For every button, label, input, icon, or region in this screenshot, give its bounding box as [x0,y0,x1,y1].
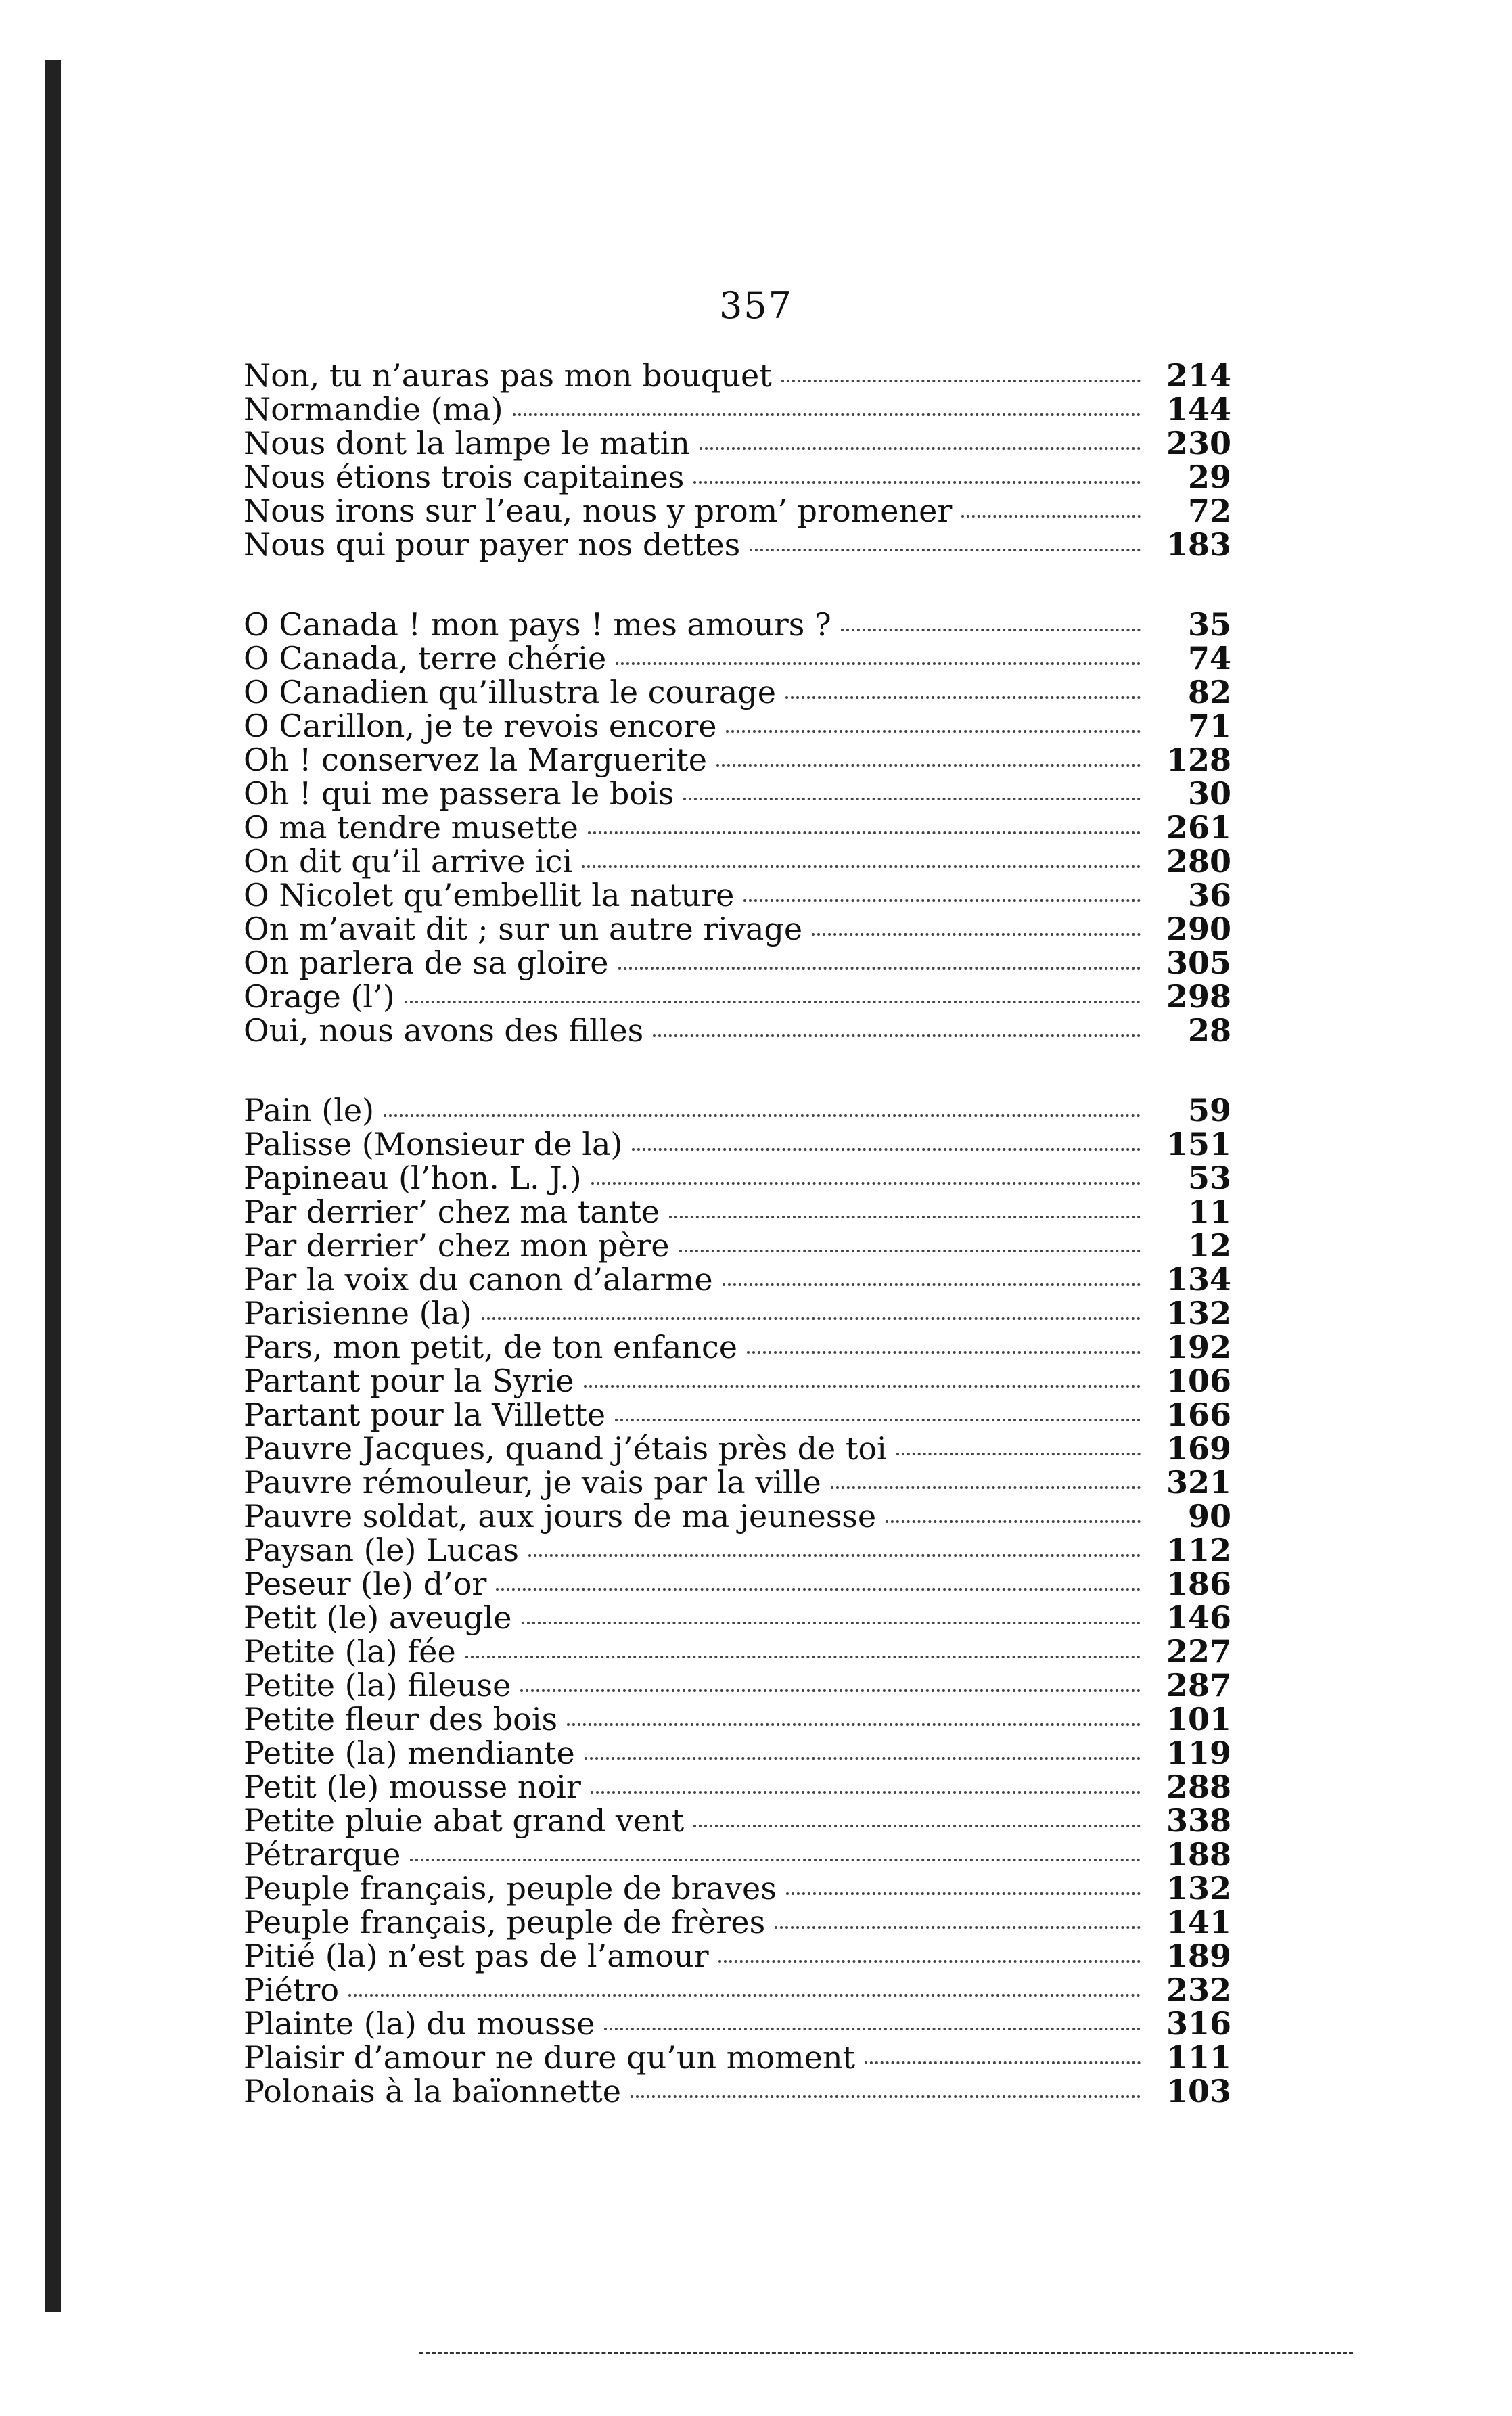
dot-leader [482,1317,1141,1320]
index-group [244,359,1231,562]
entry-title: Partant pour la Villette [244,1396,606,1433]
entry-page-number: 338 [1166,1802,1231,1839]
entry-title: Pars, mon petit, de ton enfance [244,1329,737,1365]
entry-page-number: 146 [1166,1599,1231,1636]
entry-page-number: 101 [1166,1701,1231,1737]
index-entry [244,1973,1231,2007]
entry-page-number: 232 [1166,1971,1231,2008]
dot-leader [585,1757,1141,1760]
index-entry [244,777,1231,811]
index-entry [244,1533,1231,1567]
dot-leader [616,662,1141,665]
dot-leader [781,380,1141,382]
index-entry [244,1567,1231,1601]
entry-title: O ma tendre musette [244,809,578,846]
index-entry [244,528,1231,562]
index-entry [244,709,1231,743]
entry-title: Plainte (la) du mousse [244,2005,595,2042]
entry-page-number: 186 [1166,1566,1231,1602]
dot-leader [567,1723,1141,1726]
index-entry [244,844,1231,878]
entry-page-number: 166 [1166,1396,1231,1433]
entry-title: Normandie (ma) [244,391,503,428]
dot-leader [693,1825,1141,1827]
dot-leader [775,1926,1141,1929]
dot-leader [747,1351,1141,1354]
entry-page-number: 82 [1187,674,1231,710]
dot-leader [841,629,1141,631]
entry-title: Petite (la) mendiante [244,1735,575,1771]
entry-title: Petite fleur des bois [244,1701,558,1737]
dot-leader [743,899,1141,902]
entry-title: Pain (le) [244,1092,375,1129]
entry-title: Petit (le) mousse noir [244,1769,581,1805]
index-entry [244,1229,1231,1262]
entry-page-number: 11 [1187,1193,1231,1230]
dot-leader [716,764,1141,767]
dot-leader [588,831,1141,834]
entry-title: Peseur (le) d’or [244,1566,487,1602]
bottom-rule [419,2352,1353,2354]
entry-page-number: 290 [1166,911,1231,947]
entry-title: Pauvre Jacques, quand j’étais près de toi [244,1430,887,1467]
entry-title: Par derrier’ chez mon père [244,1227,670,1264]
entry-title: O Carillon, je te revois encore [244,708,717,744]
index-entry [244,878,1231,912]
entry-page-number: 112 [1166,1532,1231,1568]
entry-title: Paysan (le) Lucas [244,1532,519,1568]
entry-title: Peuple français, peuple de frères [244,1904,766,1940]
dot-leader [496,1588,1141,1591]
dot-leader [591,1791,1141,1794]
index-entry [244,912,1231,946]
index-entry [244,426,1231,460]
index-entry [244,1939,1231,1973]
entry-title: Petite (la) fileuse [244,1667,511,1704]
entry-title: Pauvre soldat, aux jours de ma jeunesse [244,1498,877,1534]
dot-leader [348,1994,1141,1997]
dot-leader [618,967,1141,970]
dot-leader [726,730,1141,733]
index-entry [244,1127,1231,1161]
entry-page-number: 230 [1166,425,1231,461]
entry-page-number: 36 [1187,877,1231,913]
index-entry [244,1838,1231,1871]
index-entry [244,1296,1231,1330]
entry-title: On parlera de sa gloire [244,944,609,981]
entry-page-number: 119 [1166,1735,1231,1771]
index-entry [244,1195,1231,1229]
entry-page-number: 30 [1187,775,1231,812]
dot-leader [410,1859,1141,1861]
page-number: 357 [718,284,794,327]
dot-leader [632,1148,1141,1151]
entry-page-number: 298 [1166,978,1231,1015]
dot-leader [961,515,1141,518]
entry-title: Non, tu n’auras pas mon bouquet [244,357,772,394]
index-entry [244,1736,1231,1770]
entry-page-number: 134 [1166,1261,1231,1298]
entry-page-number: 169 [1166,1430,1231,1467]
index-entry [244,675,1231,709]
dot-leader [693,481,1141,484]
entry-page-number: 151 [1166,1126,1231,1162]
dot-leader [718,1960,1141,1963]
dot-leader [604,2028,1141,2030]
dot-leader [465,1656,1141,1658]
dot-leader [669,1216,1141,1218]
entry-title: On dit qu’il arrive ici [244,843,573,880]
entry-title: Pitié (la) n’est pas de l’amour [244,1938,709,1974]
entry-title: Oui, nous avons des filles [244,1012,644,1049]
entry-title: Par la voix du canon d’alarme [244,1261,713,1298]
index-entry [244,1871,1231,1905]
index-entry [244,494,1231,528]
entry-title: Papineau (l’hon. L. J.) [244,1160,582,1196]
index-entry [244,359,1231,392]
entry-title: Nous dont la lampe le matin [244,425,690,461]
entry-page-number: 29 [1187,459,1231,495]
entry-title: On m’avait dit ; sur un autre rivage [244,911,803,947]
index-entry [244,608,1231,641]
index-group [244,1093,1231,2108]
dot-leader [786,1892,1141,1895]
entry-title: Nous qui pour payer nos dettes [244,526,741,563]
entry-title: Piétro [244,1971,340,2008]
index-entry [244,1499,1231,1533]
entry-page-number: 74 [1187,640,1231,677]
entry-title: Par derrier’ chez ma tante [244,1193,660,1230]
index-entry [244,1093,1231,1127]
entry-page-number: 12 [1187,1227,1231,1264]
index-entry [244,1702,1231,1736]
index-entry [244,1668,1231,1702]
dot-leader [520,1689,1141,1692]
page-binding-edge [45,60,61,2312]
entry-title: Nous irons sur l’eau, nous y prom’ promener [244,493,953,529]
entry-title: Peuple français, peuple de braves [244,1870,777,1907]
index-entry [244,392,1231,426]
index-entry [244,2074,1231,2108]
index-entry [244,1262,1231,1296]
entry-page-number: 280 [1166,843,1231,880]
dot-leader [591,1182,1141,1185]
entry-title: Partant pour la Syrie [244,1363,574,1399]
entry-page-number: 227 [1166,1633,1231,1670]
entry-page-number: 53 [1187,1160,1231,1196]
index-entry [244,1432,1231,1465]
entry-page-number: 189 [1166,1938,1231,1974]
index-entry [244,1398,1231,1432]
entry-page-number: 316 [1166,2005,1231,2042]
entry-page-number: 188 [1166,1836,1231,1873]
index-entry [244,743,1231,777]
dot-leader [615,1419,1141,1421]
dot-leader [405,1001,1141,1003]
entry-page-number: 141 [1166,1904,1231,1940]
dot-leader [522,1622,1141,1624]
dot-leader [653,1034,1141,1037]
entry-title: Plaisir d’amour ne dure qu’un moment [244,2039,855,2076]
dot-leader [679,1250,1141,1252]
dot-leader [865,2061,1141,2064]
dot-leader [812,933,1141,936]
entry-title: Parisienne (la) [244,1295,472,1331]
dot-leader [384,1114,1141,1117]
dot-leader [896,1453,1141,1455]
entry-title: Pétrarque [244,1836,401,1873]
index-entry [244,1635,1231,1668]
entry-title: Polonais à la baïonnette [244,2073,621,2110]
entry-title: Oh ! qui me passera le bois [244,775,674,812]
entry-page-number: 132 [1166,1870,1231,1907]
entry-title: Petite pluie abat grand vent [244,1802,685,1839]
index-entry [244,946,1231,980]
dot-leader [785,696,1141,699]
entry-title: O Canada, terre chérie [244,640,607,677]
entry-title: O Canadien qu’illustra le courage [244,674,776,710]
entry-page-number: 183 [1166,526,1231,563]
index-entry [244,2007,1231,2041]
dot-leader [700,447,1141,450]
entry-title: O Canada ! mon pays ! mes amours ? [244,606,831,643]
entry-page-number: 192 [1166,1329,1231,1365]
dot-leader [886,1520,1141,1523]
entry-title: Petite (la) fée [244,1633,456,1670]
index-entry [244,1161,1231,1195]
entry-title: Palisse (Monsieur de la) [244,1126,623,1162]
dot-leader [683,798,1141,800]
entry-title: Orage (l’) [244,978,395,1015]
entry-page-number: 288 [1166,1769,1231,1805]
entry-page-number: 103 [1166,2073,1231,2110]
dot-leader [528,1554,1141,1557]
dot-leader [631,2095,1141,2098]
entry-page-number: 287 [1166,1667,1231,1704]
entry-page-number: 132 [1166,1295,1231,1331]
index-entry [244,1601,1231,1635]
index-entry [244,1465,1231,1499]
entry-page-number: 321 [1166,1464,1231,1501]
dot-leader [584,1385,1141,1388]
entry-page-number: 111 [1166,2039,1231,2076]
entry-page-number: 128 [1166,742,1231,778]
dot-leader [723,1283,1141,1286]
entry-page-number: 90 [1187,1498,1231,1534]
index-entry [244,1013,1231,1047]
index-entry [244,2041,1231,2074]
entry-page-number: 144 [1166,391,1231,428]
entry-page-number: 35 [1187,606,1231,643]
entry-page-number: 72 [1187,493,1231,529]
entry-title: Nous étions trois capitaines [244,459,685,495]
index-entry [244,641,1231,675]
index-entry [244,1364,1231,1398]
entry-page-number: 106 [1166,1363,1231,1399]
index-entry [244,980,1231,1013]
index-entry [244,1905,1231,1939]
dot-leader [582,865,1141,868]
index-entry [244,1770,1231,1804]
song-index [244,359,1231,2154]
entry-page-number: 305 [1166,944,1231,981]
dot-leader [750,549,1141,551]
entry-title: O Nicolet qu’embellit la nature [244,877,735,913]
entry-page-number: 59 [1187,1092,1231,1129]
entry-title: Oh ! conservez la Marguerite [244,742,708,778]
index-entry [244,460,1231,494]
entry-page-number: 71 [1187,708,1231,744]
index-entry [244,1330,1231,1364]
entry-title: Pauvre rémouleur, je vais par la ville [244,1464,821,1501]
entry-page-number: 28 [1187,1012,1231,1049]
dot-leader [831,1486,1141,1489]
entry-page-number: 214 [1166,357,1231,394]
index-entry [244,811,1231,844]
index-entry [244,1804,1231,1838]
entry-title: Petit (le) aveugle [244,1599,512,1636]
index-group [244,608,1231,1047]
entry-page-number: 261 [1166,809,1231,846]
dot-leader [513,413,1141,416]
